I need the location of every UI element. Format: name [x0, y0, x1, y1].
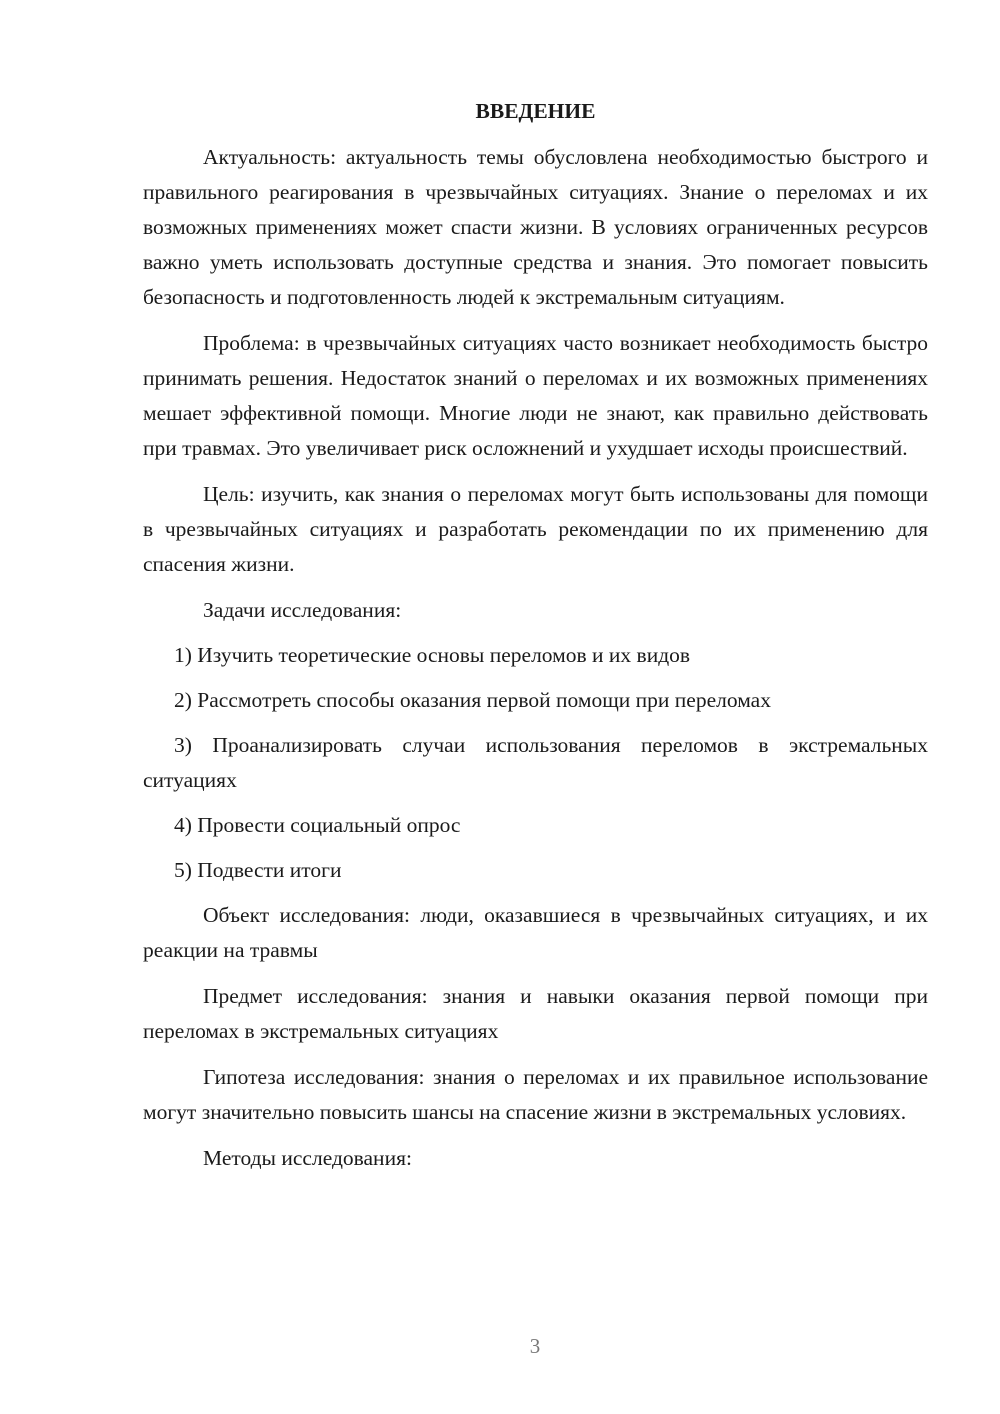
page-number: 3	[529, 1334, 541, 1358]
problem-paragraph: Проблема: в чрезвычайных ситуациях часто возникает необходимость быстро принимать решения. Недостаток знаний о переломах и их возможных применениях мешает эффективной помощи. Многие люди не знают, как правильно действовать при травмах. Это увеличивает риск осложнений и ухудшает исходы происшествий.	[143, 331, 928, 460]
object-paragraph: Объект исследования: люди, оказавшиеся в чрезвычайных ситуациях, и их реакции на травмы	[143, 903, 928, 962]
methods-heading: Методы исследования:	[203, 1146, 412, 1170]
page-title: ВВЕДЕНИЕ	[475, 99, 596, 123]
task-item-4: 4) Провести социальный опрос	[174, 813, 461, 837]
document-page	[143, 96, 928, 1186]
task-item-2: 2) Рассмотреть способы оказания первой помощи при переломах	[174, 688, 771, 712]
hypothesis-paragraph: Гипотеза исследования: знания о переломах и их правильное использование могут значительно повысить шансы на спасение жизни в экстремальных условиях.	[143, 1065, 928, 1124]
goal-paragraph: Цель: изучить, как знания о переломах могут быть использованы для помощи в чрезвычайных ситуациях и разработать рекомендации по их применению для спасения жизни.	[143, 482, 928, 576]
task-item-5: 5) Подвести итоги	[174, 858, 342, 882]
relevance-paragraph: Актуальность: актуальность темы обусловлена необходимостью быстрого и правильного реагирования в чрезвычайных ситуациях. Знание о переломах и их возможных применениях может спасти жизни. В условиях ограниченных ресурсов важно уметь использовать доступные средства и знания. Это помогает повысить безопасность и подготовленность людей к экстремальным ситуациям.	[143, 145, 928, 309]
task-item-1: 1) Изучить теоретические основы переломов и их видов	[174, 643, 691, 667]
subject-paragraph: Предмет исследования: знания и навыки оказания первой помощи при переломах в экстремальных ситуациях	[143, 984, 928, 1043]
tasks-heading: Задачи исследования:	[203, 598, 402, 622]
task-item-3: 3) Проанализировать случаи использования переломов в экстремальных ситуациях	[143, 733, 928, 792]
